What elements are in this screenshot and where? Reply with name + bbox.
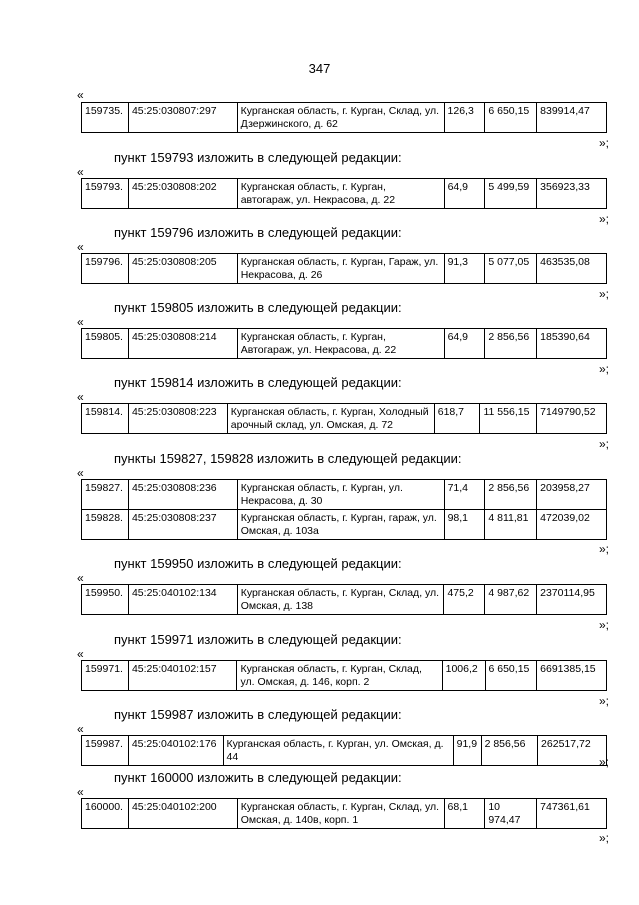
table-row — [82, 799, 607, 829]
cell-total: 185390,64 — [537, 329, 607, 359]
cell-price: 2 856,56 — [485, 329, 537, 359]
cell-area: 64,9 — [444, 329, 485, 359]
cell-area: 64,9 — [444, 179, 485, 209]
page-number: 347 — [308, 61, 331, 76]
cell-number: 159735. — [82, 103, 129, 133]
cell-number: 159814. — [82, 404, 129, 434]
cell-number: 159987. — [82, 736, 129, 766]
cell-total: 2370114,95 — [537, 585, 607, 615]
open-quote: « — [77, 88, 84, 102]
instruction-text: пункт 159796 изложить в следующей редакции: — [114, 225, 402, 240]
cell-total: 472039,02 — [537, 510, 607, 540]
cell-number: 159950. — [82, 585, 129, 615]
open-quote: « — [77, 390, 84, 404]
close-quote: »; — [598, 136, 609, 150]
cell-address: Курганская область, г. Курган, Склад, ул. Дзержинского, д. 62 — [237, 103, 444, 133]
instruction-text: пункт 159793 изложить в следующей редакции: — [114, 150, 402, 165]
record-table-159805 — [81, 328, 607, 359]
record-table-159827-159828 — [81, 479, 607, 540]
cell-address: Курганская область, г. Курган, ул. Омская, д. 44 — [223, 736, 453, 766]
close-quote: »; — [598, 755, 609, 769]
cell-area: 618,7 — [434, 404, 480, 434]
instruction-text: пункт 159950 изложить в следующей редакции: — [114, 556, 402, 571]
record-table-159793 — [81, 178, 607, 209]
table-row — [82, 254, 607, 284]
cell-total: 747361,61 — [537, 799, 607, 829]
instruction-text: пункт 160000 изложить в следующей редакции: — [114, 770, 402, 785]
table-row — [82, 661, 607, 691]
close-quote: »; — [598, 212, 609, 226]
record-table-159987 — [81, 735, 609, 769]
record-table-159735 — [81, 102, 607, 133]
cell-cadastral: 45:25:030808:237 — [128, 510, 237, 540]
cell-number: 159793. — [82, 179, 129, 209]
instruction-text: пункты 159827, 159828 изложить в следующей редакции: — [114, 451, 462, 466]
cell-area: 1006,2 — [442, 661, 485, 691]
cell-cadastral: 45:25:030808:236 — [128, 480, 237, 510]
table-row — [82, 103, 607, 133]
open-quote: « — [77, 647, 84, 661]
record-table-159796 — [81, 253, 607, 284]
cell-price: 10 974,47 — [485, 799, 537, 829]
table-row — [82, 510, 607, 540]
cell-address: Курганская область, г. Курган, Автогараж, ул. Некрасова, д. 22 — [237, 329, 444, 359]
open-quote: « — [77, 571, 84, 585]
cell-number: 159971. — [82, 661, 129, 691]
close-quote: »; — [598, 287, 609, 301]
cell-cadastral: 45:25:030808:214 — [128, 329, 237, 359]
cell-price: 5 077,05 — [485, 254, 537, 284]
cell-address: Курганская область, г. Курган, Гараж, ул. Некрасова, д. 26 — [237, 254, 444, 284]
close-quote: »; — [598, 437, 609, 451]
close-quote: »; — [598, 362, 609, 376]
cell-price: 2 856,56 — [481, 736, 537, 766]
open-quote: « — [77, 240, 84, 254]
open-quote: « — [77, 315, 84, 329]
table-row — [82, 736, 607, 766]
cell-address: Курганская область, г. Курган, автогараж, ул. Некрасова, д. 22 — [237, 179, 444, 209]
cell-address: Курганская область, г. Курган, Склад, ул. Омская, д. 146, корп. 2 — [237, 661, 442, 691]
open-quote: « — [77, 165, 84, 179]
cell-area: 98,1 — [444, 510, 485, 540]
instruction-text: пункт 159987 изложить в следующей редакции: — [114, 707, 402, 722]
cell-address: Курганская область, г. Курган, Склад, ул. Омская, д. 140в, корп. 1 — [237, 799, 444, 829]
cell-area: 475,2 — [444, 585, 485, 615]
cell-address: Курганская область, г. Курган, Склад, ул. Омская, д. 138 — [237, 585, 444, 615]
cell-area: 91,9 — [453, 736, 481, 766]
cell-address: Курганская область, г. Курган, Холодный арочный склад, ул. Омская, д. 72 — [227, 404, 434, 434]
cell-cadastral: 45:25:040102:176 — [128, 736, 223, 766]
close-quote: »; — [598, 542, 609, 556]
instruction-text: пункт 159805 изложить в следующей редакции: — [114, 300, 402, 315]
cell-cadastral: 45:25:030808:202 — [128, 179, 237, 209]
cell-number: 159827. — [82, 480, 129, 510]
table-row — [82, 329, 607, 359]
cell-total: 7149790,52 — [537, 404, 607, 434]
cell-address: Курганская область, г. Курган, ул. Некрасова, д. 30 — [237, 480, 444, 510]
cell-cadastral: 45:25:030808:223 — [128, 404, 227, 434]
record-table-159814 — [81, 403, 607, 434]
cell-number: 159796. — [82, 254, 129, 284]
cell-cadastral: 45:25:040102:200 — [128, 799, 237, 829]
cell-cadastral: 45:25:040102:157 — [128, 661, 237, 691]
cell-cadastral: 45:25:030808:205 — [128, 254, 237, 284]
close-quote: »; — [598, 694, 609, 708]
instruction-text: пункт 159814 изложить в следующей редакции: — [114, 375, 402, 390]
cell-total: 262517,72 — [538, 736, 607, 766]
cell-price: 11 556,15 — [480, 404, 537, 434]
cell-price: 4 811,81 — [485, 510, 537, 540]
cell-total: 6691385,15 — [537, 661, 607, 691]
cell-total: 839914,47 — [537, 103, 607, 133]
table-row — [82, 404, 607, 434]
cell-price: 5 499,59 — [485, 179, 537, 209]
cell-area: 91,3 — [444, 254, 485, 284]
record-table-159971 — [81, 660, 607, 691]
record-table-159950 — [81, 584, 607, 615]
cell-price: 4 987,62 — [485, 585, 537, 615]
cell-price: 6 650,15 — [485, 103, 537, 133]
cell-cadastral: 45:25:040102:134 — [128, 585, 237, 615]
cell-number: 159805. — [82, 329, 129, 359]
cell-total: 203958,27 — [537, 480, 607, 510]
cell-area: 68,1 — [444, 799, 485, 829]
cell-area: 71,4 — [444, 480, 485, 510]
open-quote: « — [77, 466, 84, 480]
table-row — [82, 179, 607, 209]
cell-cadastral: 45:25:030807:297 — [128, 103, 237, 133]
cell-price: 2 856,56 — [485, 480, 537, 510]
close-quote: »; — [598, 831, 609, 845]
open-quote: « — [77, 722, 84, 736]
table-row — [82, 585, 607, 615]
cell-total: 463535,08 — [537, 254, 607, 284]
cell-area: 126,3 — [444, 103, 485, 133]
close-quote: »; — [598, 618, 609, 632]
table-row — [82, 480, 607, 510]
cell-total: 356923,33 — [537, 179, 607, 209]
instruction-text: пункт 159971 изложить в следующей редакции: — [114, 632, 402, 647]
cell-address: Курганская область, г. Курган, гараж, ул. Омская, д. 103а — [237, 510, 444, 540]
open-quote: « — [77, 785, 84, 799]
cell-number: 159828. — [82, 510, 129, 540]
cell-price: 6 650,15 — [485, 661, 537, 691]
record-table-160000 — [81, 798, 607, 829]
cell-number: 160000. — [82, 799, 129, 829]
